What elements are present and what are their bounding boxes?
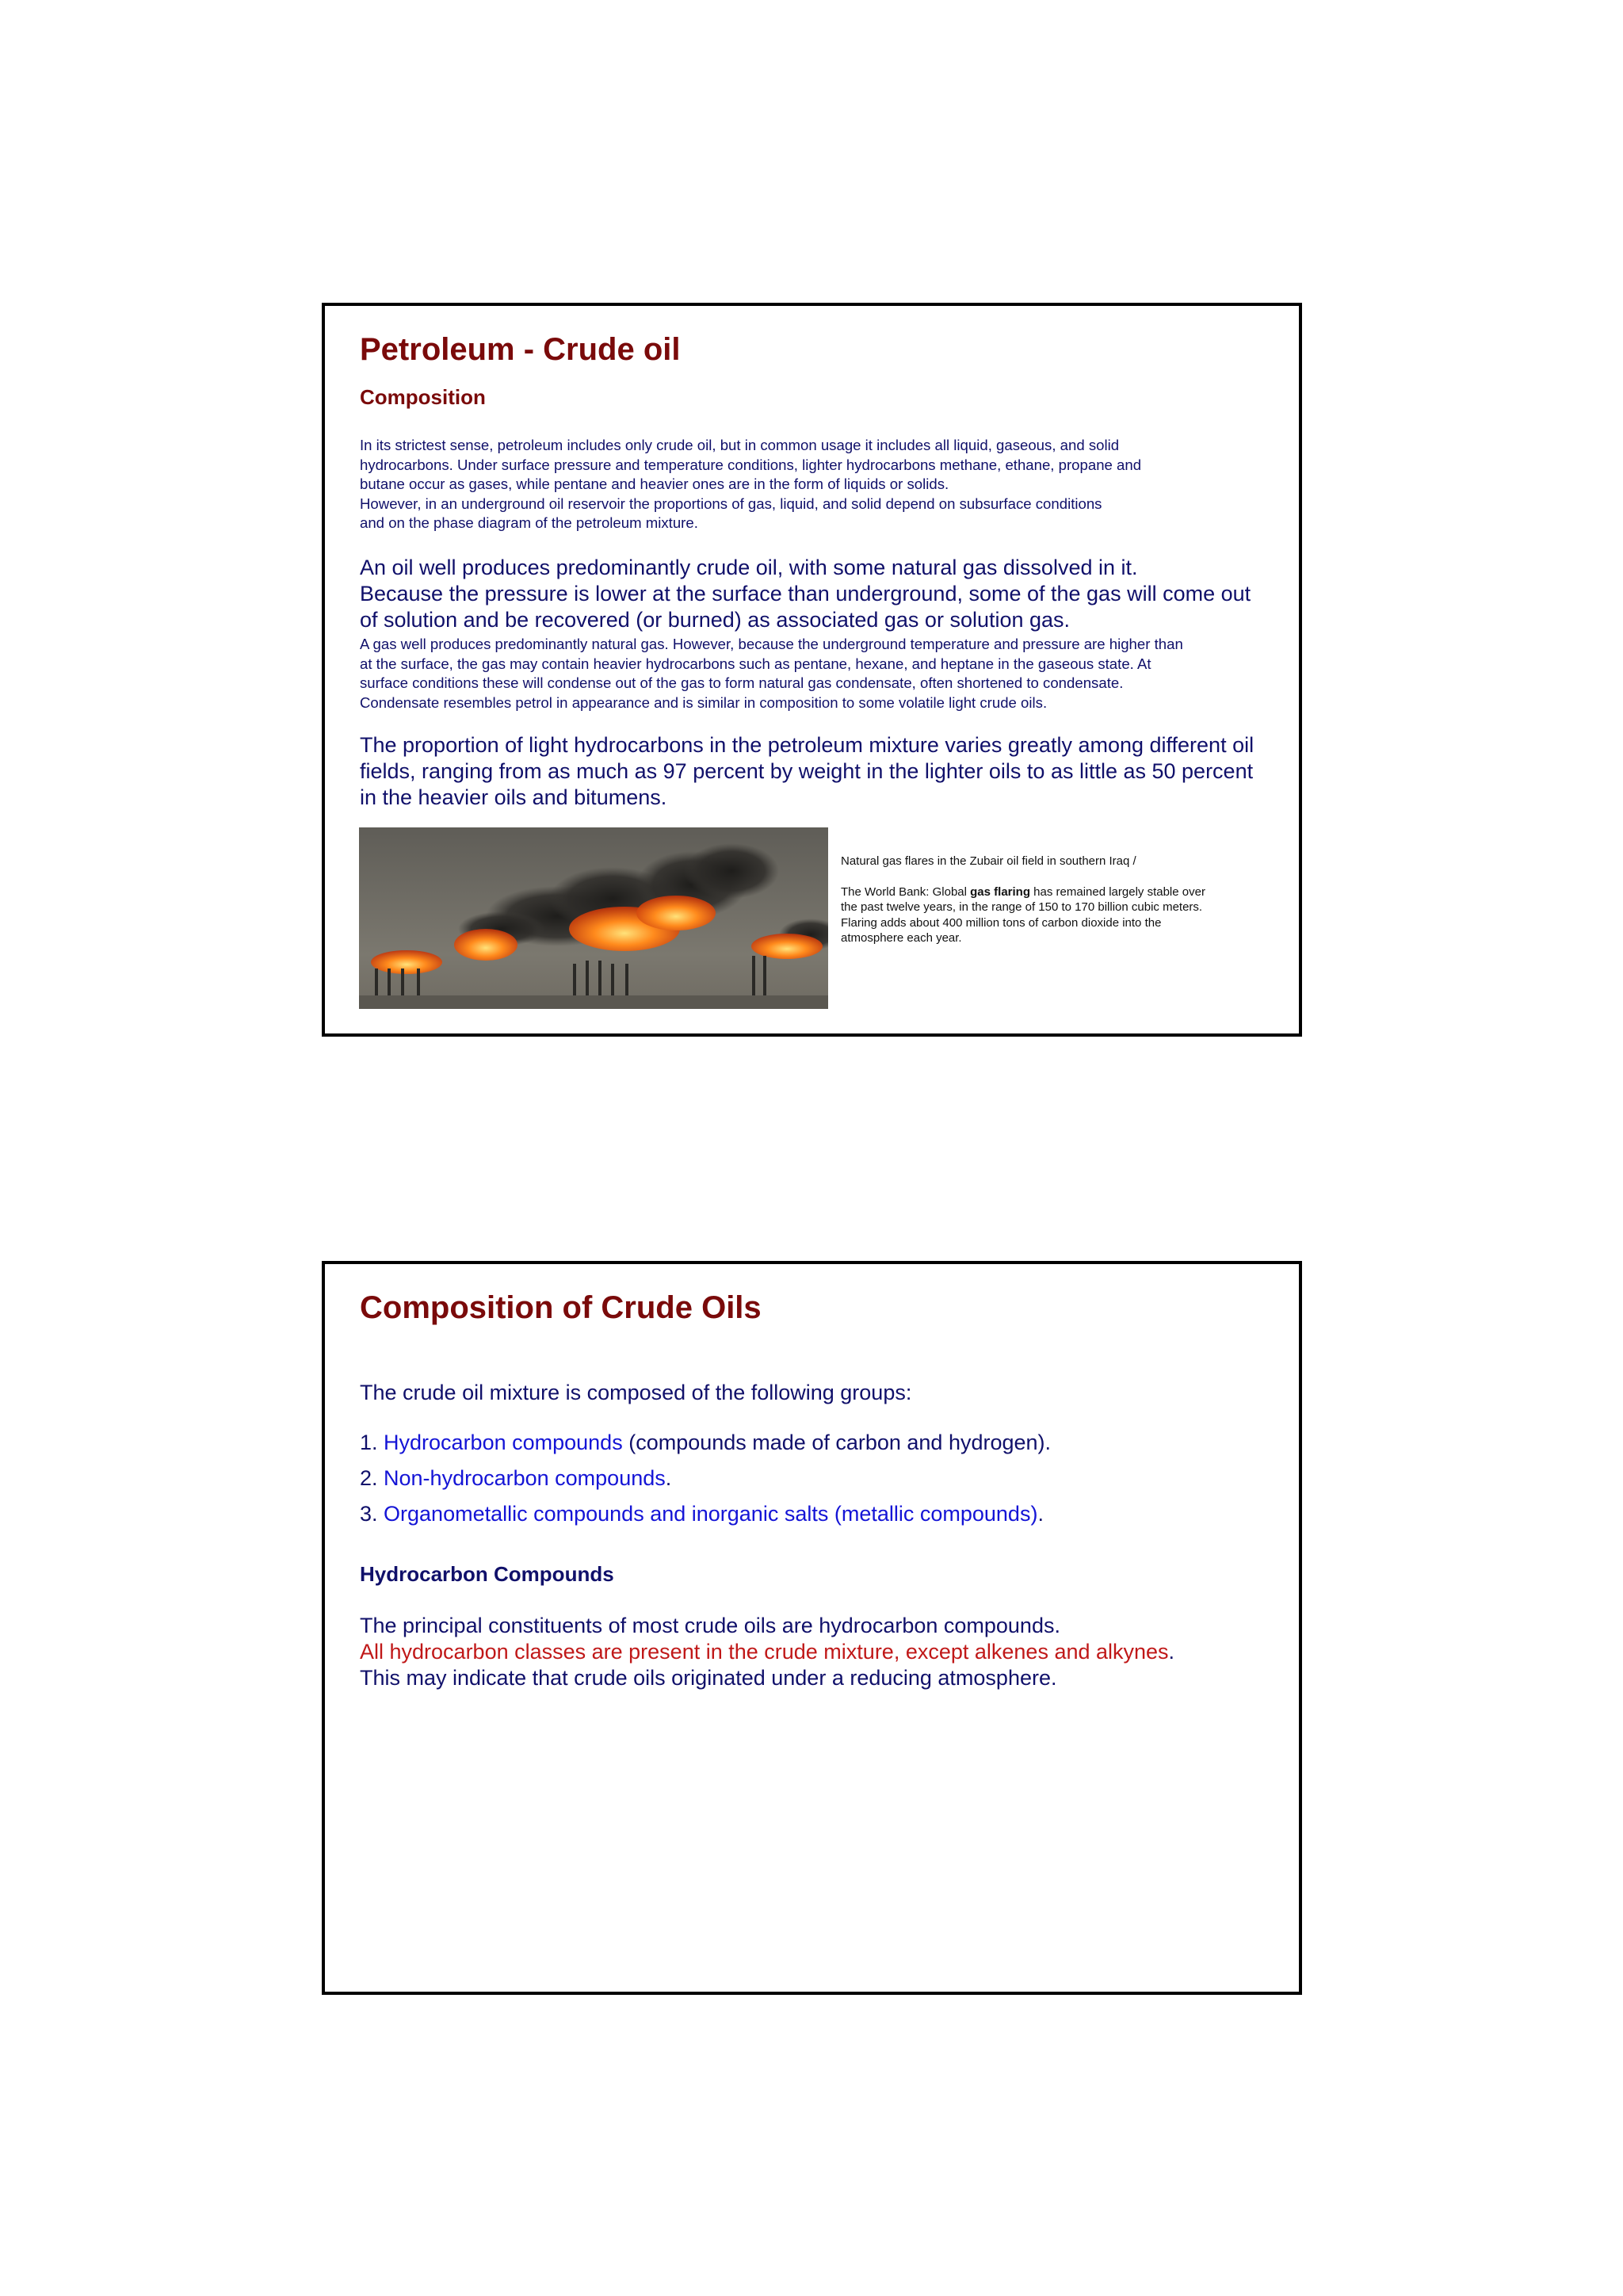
text-line: This may indicate that crude oils originated under a reducing atmosphere. xyxy=(360,1666,1057,1690)
photo-caption xyxy=(841,854,1205,946)
text-line: An oil well produces predominantly crude oil, with some natural gas dissolved in it. xyxy=(360,556,1138,579)
list-item: 2. Non-hydrocarbon compounds. xyxy=(360,1466,672,1490)
list-item: 1. Hydrocarbon compounds (compounds made of carbon and hydrogen). xyxy=(360,1431,1052,1454)
text-line: hydrocarbons. Under surface pressure and temperature conditions, lighter hydrocarbons methane, ethane, propane and xyxy=(360,456,1142,473)
caption-line: the past twelve years, in the range of 150 to 170 billion cubic meters. xyxy=(841,900,1203,914)
intro-text: The crude oil mixture is composed of the following groups: xyxy=(360,1381,912,1404)
text-line: A gas well produces predominantly natural gas. However, because the underground temperature and pressure are higher than xyxy=(360,636,1183,652)
caption-line: Flaring adds about 400 million tons of carbon dioxide into the xyxy=(841,915,1162,930)
text-line: The principal constituents of most crude oils are hydrocarbon compounds. xyxy=(360,1614,1060,1637)
groups-list xyxy=(360,1425,1051,1532)
section-heading: Hydrocarbon Compounds xyxy=(360,1562,614,1586)
gas-flares-photo xyxy=(359,827,828,1009)
slide-composition-of-crude-oils xyxy=(322,1261,1302,1995)
slide-subtitle: Composition xyxy=(360,385,486,409)
text-line: and on the phase diagram of the petroleum mixture. xyxy=(360,514,698,532)
slide-title: Composition of Crude Oils xyxy=(360,1290,762,1325)
caption-line: atmosphere each year. xyxy=(841,931,962,945)
text-line: in the heavier oils and bitumens. xyxy=(360,785,667,809)
text-line: at the surface, the gas may contain heavier hydrocarbons such as pentane, hexane, and heptane in the gaseous state. At xyxy=(360,655,1151,672)
text-line: However, in an underground oil reservoir the proportions of gas, liquid, and solid depend on subsurface conditions xyxy=(360,495,1102,512)
text-line: In its strictest sense, petroleum includes only crude oil, but in common usage it includes all liquid, gaseous, and solid xyxy=(360,437,1120,453)
text-line: of solution and be recovered (or burned) as associated gas or solution gas. xyxy=(360,608,1071,632)
paragraph-light-hydrocarbons xyxy=(360,732,1254,811)
slide-title: Petroleum - Crude oil xyxy=(360,332,681,367)
text-line: Because the pressure is lower at the surface than underground, some of the gas will come out xyxy=(360,582,1251,606)
text-line: The proportion of light hydrocarbons in the petroleum mixture varies greatly among different oil xyxy=(360,733,1254,757)
paragraph-hydrocarbon-compounds xyxy=(360,1613,1174,1691)
caption-bold-term: gas flaring xyxy=(970,884,1030,899)
paragraph-gas-well xyxy=(360,635,1183,712)
text-line: butane occur as gases, while pentane and heavier ones are in the form of liquids or solids. xyxy=(360,476,949,493)
text-line: All hydrocarbon classes are present in the crude mixture, except alkenes and alkynes. xyxy=(360,1640,1175,1664)
slide-petroleum-crude-oil xyxy=(322,303,1302,1037)
caption-source-line: Natural gas flares in the Zubair oil field in southern Iraq / xyxy=(841,854,1136,868)
text-line: fields, ranging from as much as 97 percent by weight in the lighter oils to as little as 50 percent xyxy=(360,759,1254,783)
caption-line: The World Bank: Global gas flaring has remained largely stable over xyxy=(841,884,1205,899)
text-line: surface conditions these will condense out of the gas to form natural gas condensate, often shortened to condensate. xyxy=(360,674,1124,692)
text-line: Condensate resembles petrol in appearance and is similar in composition to some volatile light crude oils. xyxy=(360,693,1048,711)
paragraph-oil-well xyxy=(360,555,1251,633)
paragraph-petroleum-definition xyxy=(360,436,1141,533)
list-item: 3. Organometallic compounds and inorganic salts (metallic compounds). xyxy=(360,1502,1044,1526)
